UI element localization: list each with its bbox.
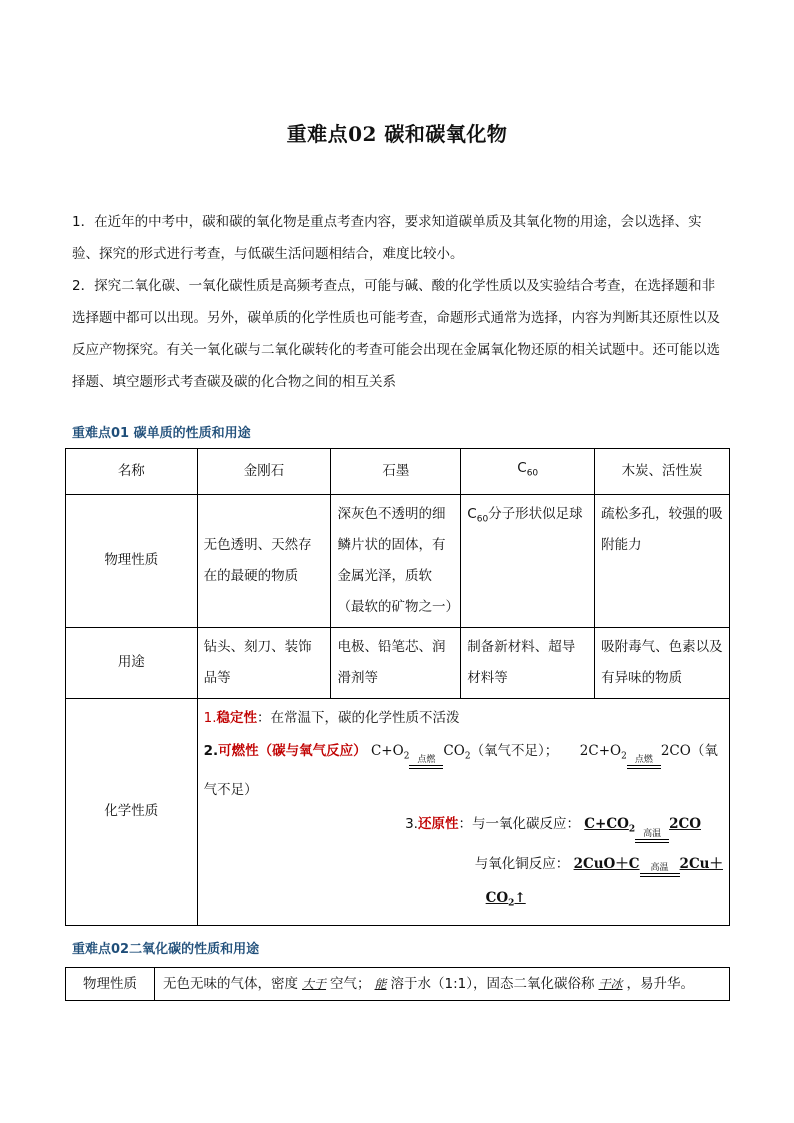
- equation-3: [584, 816, 636, 836]
- co2-text-2: 空气；: [330, 976, 371, 992]
- c60-symbol: C: [517, 460, 527, 476]
- cell-graphite-uses: 电极、铅笔芯、润滑剂等: [331, 627, 461, 698]
- table-row-co2-physical: [66, 968, 730, 1001]
- co2-physical-cell: [155, 968, 730, 1001]
- eq4-tail: [485, 890, 526, 909]
- copper-oxide-line: [204, 847, 723, 881]
- intro-text: [72, 206, 724, 398]
- equation-1: [370, 742, 471, 766]
- eq3-condition-label: 高温: [643, 829, 662, 840]
- co2-properties-table: [65, 967, 730, 1001]
- section-heading-1: 重难点01 碳单质的性质和用途: [72, 426, 251, 441]
- eq4-left: 2CuO＋C: [573, 856, 640, 873]
- eq1-condition: [409, 755, 443, 773]
- stability-key: 稳定性: [216, 709, 258, 726]
- table-row-uses: [66, 627, 730, 698]
- header-c60: [461, 449, 595, 495]
- eq2-condition: [627, 755, 661, 773]
- eq3-left-sub: 2: [628, 825, 636, 836]
- cell-c60-physical: [461, 494, 595, 627]
- co2-fill-solubility: 能: [374, 977, 387, 991]
- cell-charcoal-physical: 疏松多孔，较强的吸附能力: [595, 494, 730, 627]
- eq4-tail-formula: CO: [485, 890, 509, 907]
- eq2-left-sub: 2: [621, 751, 627, 762]
- eq2-right: 2CO（氧气不足）: [203, 742, 718, 799]
- eq1-condition-label: 点燃: [417, 755, 436, 766]
- section-heading-2: 重难点02二氧化碳的性质和用途: [72, 942, 260, 957]
- eq4-condition-label: 高温: [650, 863, 669, 874]
- co2-row-label: 物理性质: [66, 968, 155, 1001]
- eq4-condition: [640, 863, 680, 881]
- stability-num: 1.: [203, 709, 217, 726]
- eq1-left: C+O: [370, 742, 404, 759]
- eq1-right-sub: 2: [464, 751, 471, 762]
- row-label-chemical: 化学性质: [66, 698, 198, 925]
- eq4-tail-sub: 2: [508, 898, 515, 909]
- c60-physical-text: 分子形状似足球: [488, 505, 583, 522]
- co2-text-3: 溶于水（1:1），固态二氧化碳俗称: [390, 976, 595, 992]
- table-header-row: [66, 449, 730, 495]
- stability-line: [204, 703, 723, 734]
- reducibility-num: 3.: [405, 816, 418, 833]
- reducibility-key: 还原性: [417, 816, 459, 833]
- carbon-properties-table: [65, 448, 730, 926]
- eq3-right: 2CO: [669, 816, 701, 833]
- copper-oxide-text: 与氧化铜反应：: [474, 856, 570, 873]
- table-row-physical: [66, 494, 730, 627]
- flammability-key: 可燃性（碳与氧气反应）: [218, 742, 367, 759]
- co2-text-4: ，易升华。: [626, 976, 695, 992]
- eq2-condition-bar: [627, 765, 661, 769]
- header-graphite: 石墨: [331, 449, 461, 495]
- co2-text-1: 无色无味的气体，密度: [163, 976, 298, 992]
- eq1-condition-bar: [409, 765, 443, 769]
- copper-oxide-tail: [204, 881, 723, 921]
- eq3-left: C+CO: [584, 816, 629, 833]
- cell-chemical-properties: [197, 698, 729, 925]
- reducibility-line: [204, 807, 723, 847]
- eq3-condition: [635, 829, 669, 847]
- cell-diamond-uses: 钻头、刻刀、装饰品等: [197, 627, 331, 698]
- eq4-right: 2Cu＋: [679, 856, 723, 873]
- eq1-note: （氧气不足）；: [470, 742, 559, 759]
- intro-paragraph-2: 2．探究二氧化碳、一氧化碳性质是高频考查点，可能与碱、酸的化学性质以及实验结合考查，在选择题和非选择题中都可以出现。另外，碳单质的化学性质也可能考查，命题形式通常为选择，内容为判断其还原性以及反应产物探究。有关一氧化碳与二氧化碳转化的考查可能会出现在金属氧化物还原的相关试题中。还可能以选择题、填空题形式考查碳及碳的化合物之间的相互关系: [72, 278, 720, 390]
- eq3-condition-bar: [635, 839, 669, 843]
- c60-subscript: 60: [526, 468, 539, 479]
- flammability-line: [204, 734, 723, 808]
- reducibility-text: ：与一氧化碳反应：: [458, 816, 580, 833]
- eq1-left-sub: 2: [403, 751, 410, 762]
- co2-fill-density: 大于: [302, 977, 327, 991]
- cell-c60-uses: 制备新材料、超导材料等: [461, 627, 595, 698]
- header-diamond: 金刚石: [197, 449, 331, 495]
- eq4-condition-bar: [640, 873, 680, 877]
- eq1-right: CO: [443, 742, 465, 759]
- c60-symbol: C: [467, 505, 477, 522]
- table-row-chemical: [66, 698, 730, 925]
- page-title: 重难点02 碳和碳氧化物: [286, 122, 508, 146]
- eq2-left: 2C+O: [579, 742, 622, 759]
- cell-graphite-physical: 深灰色不透明的细鳞片状的固体，有金属光泽，质软（最软的矿物之一）: [331, 494, 461, 627]
- header-charcoal: 木炭、活性炭: [595, 449, 730, 495]
- eq2-condition-label: 点燃: [634, 755, 653, 766]
- cell-diamond-physical: 无色透明、天然存在的最硬的物质: [197, 494, 331, 627]
- intro-paragraph-1: 1．在近年的中考中，碳和碳的氧化物是重点考查内容，要求知道碳单质及其氧化物的用途，会以选择、实验、探究的形式进行考查，与低碳生活问题相结合，难度比较小。: [72, 214, 702, 262]
- stability-text: ：在常温下，碳的化学性质不活泼: [257, 709, 460, 726]
- gas-arrow-icon: ↑: [514, 890, 526, 907]
- flammability-num: 2.: [203, 742, 219, 759]
- cell-charcoal-uses: 吸附毒气、色素以及有异味的物质: [595, 627, 730, 698]
- header-name: 名称: [66, 449, 198, 495]
- row-label-physical: 物理性质: [66, 494, 198, 627]
- c60-subscript: 60: [476, 514, 489, 525]
- co2-fill-dry-ice: 干冰: [598, 977, 623, 991]
- row-label-uses: 用途: [66, 627, 198, 698]
